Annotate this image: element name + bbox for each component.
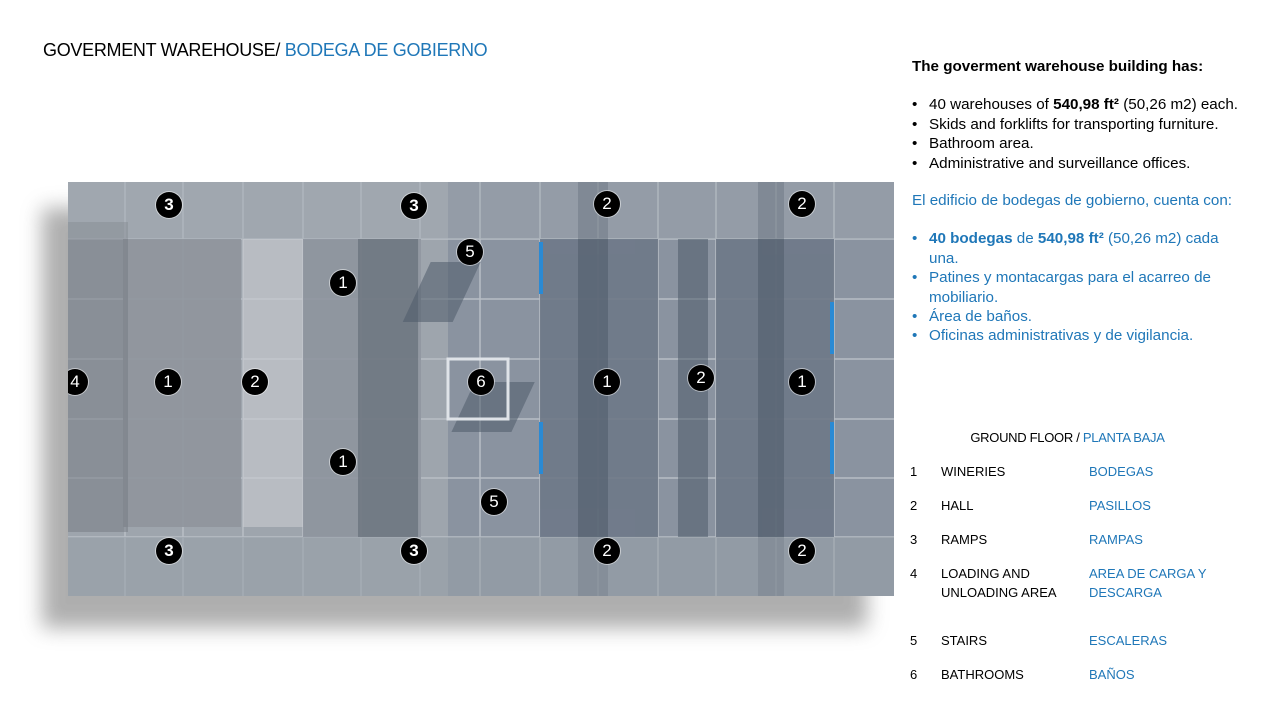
floor-plan-image <box>68 182 894 596</box>
legend-spanish: BAÑOS <box>1089 667 1135 682</box>
title-spanish: BODEGA DE GOBIERNO <box>284 40 488 60</box>
feature-item: • Administrative and surveillance offices. <box>912 154 1242 173</box>
legend-english: STAIRS <box>941 633 987 648</box>
plan-marker-hall: 2 <box>789 538 815 564</box>
feature-text: 40 warehouses of <box>929 96 1054 114</box>
legend-row <box>910 631 1240 665</box>
plan-marker-wineries: 1 <box>330 270 356 296</box>
plan-marker-ramps: 3 <box>156 538 182 564</box>
plan-marker-wineries: 1 <box>594 369 620 395</box>
plan-marker-loading: 4 <box>68 369 88 395</box>
feature-item: • Skids and forklifts for transporting furniture. <box>912 115 1242 134</box>
legend-number: 4 <box>910 566 918 581</box>
plan-marker-bathrooms: 6 <box>468 369 494 395</box>
legend-spanish: BODEGAS <box>1089 464 1154 479</box>
feature-text: (50,26 m2) each. <box>1118 96 1239 114</box>
feature-item <box>912 229 1242 268</box>
feature-item: • Patines y montacargas para el acarreo de mobiliario. <box>912 268 1242 307</box>
legend-heading-english: GROUND FLOOR <box>970 430 1073 445</box>
legend-english: HALL <box>941 498 974 513</box>
legend-spanish: ESCALERAS <box>1089 633 1168 648</box>
legend-row <box>910 665 1240 699</box>
plan-marker-hall: 2 <box>594 538 620 564</box>
spanish-feature-list <box>912 229 1242 345</box>
plan-marker-hall: 2 <box>789 191 815 217</box>
feature-count: 40 bodegas <box>929 230 1013 248</box>
floor-legend <box>910 430 1240 699</box>
feature-area: 540,98 ft² <box>1037 230 1104 248</box>
legend-number: 6 <box>910 667 918 682</box>
plan-marker-wineries: 1 <box>330 449 356 475</box>
plan-marker-wineries: 1 <box>789 369 815 395</box>
legend-number: 3 <box>910 532 918 547</box>
legend-row <box>910 530 1240 564</box>
plan-marker-wineries: 1 <box>155 369 181 395</box>
legend-number: 5 <box>910 633 918 648</box>
legend-row <box>910 496 1240 530</box>
legend-english: BATHROOMS <box>941 667 1024 682</box>
plan-marker-ramps: 3 <box>401 538 427 564</box>
legend-row <box>910 564 1240 631</box>
feature-area: 540,98 ft² <box>1053 96 1119 114</box>
plan-marker-ramps: 3 <box>156 192 182 218</box>
legend-heading <box>910 430 1225 445</box>
legend-spanish: AREA DE CARGA Y DESCARGA <box>1089 566 1207 600</box>
spanish-description <box>912 191 1242 346</box>
legend-spanish: PASILLOS <box>1089 498 1151 513</box>
plan-marker-hall: 2 <box>594 191 620 217</box>
legend-heading-separator: / <box>1072 430 1083 445</box>
english-feature-list <box>912 95 1242 173</box>
feature-item: • Bathroom area. <box>912 134 1242 153</box>
page-title <box>43 40 487 61</box>
feature-item: • Oficinas administrativas y de vigilancia. <box>912 326 1242 345</box>
title-separator: / <box>275 40 285 60</box>
feature-item: • Área de baños. <box>912 307 1242 326</box>
legend-english: LOADING AND UNLOADING AREA <box>941 566 1057 600</box>
plan-marker-stairs: 5 <box>481 489 507 515</box>
description-panel <box>912 57 1242 346</box>
legend-english: RAMPS <box>941 532 988 547</box>
legend-number: 2 <box>910 498 918 513</box>
english-heading: The goverment warehouse building has: <box>912 58 1204 75</box>
legend-number: 1 <box>910 464 918 479</box>
spanish-intro: El edificio de bodegas de gobierno, cuenta con: <box>912 192 1233 210</box>
feature-item <box>912 95 1242 114</box>
plan-marker-stairs: 5 <box>457 239 483 265</box>
legend-english: WINERIES <box>941 464 1006 479</box>
feature-text: de <box>1012 230 1038 248</box>
feature-text: (50,26 m2) cada una. <box>929 230 1219 267</box>
plan-marker-hall: 2 <box>688 365 714 391</box>
legend-row <box>910 462 1240 496</box>
plan-marker-ramps: 3 <box>401 193 427 219</box>
title-english: GOVERMENT WAREHOUSE <box>43 40 276 60</box>
legend-heading-spanish: PLANTA BAJA <box>1082 430 1165 445</box>
plan-marker-hall: 2 <box>242 369 268 395</box>
legend-spanish: RAMPAS <box>1089 532 1143 547</box>
